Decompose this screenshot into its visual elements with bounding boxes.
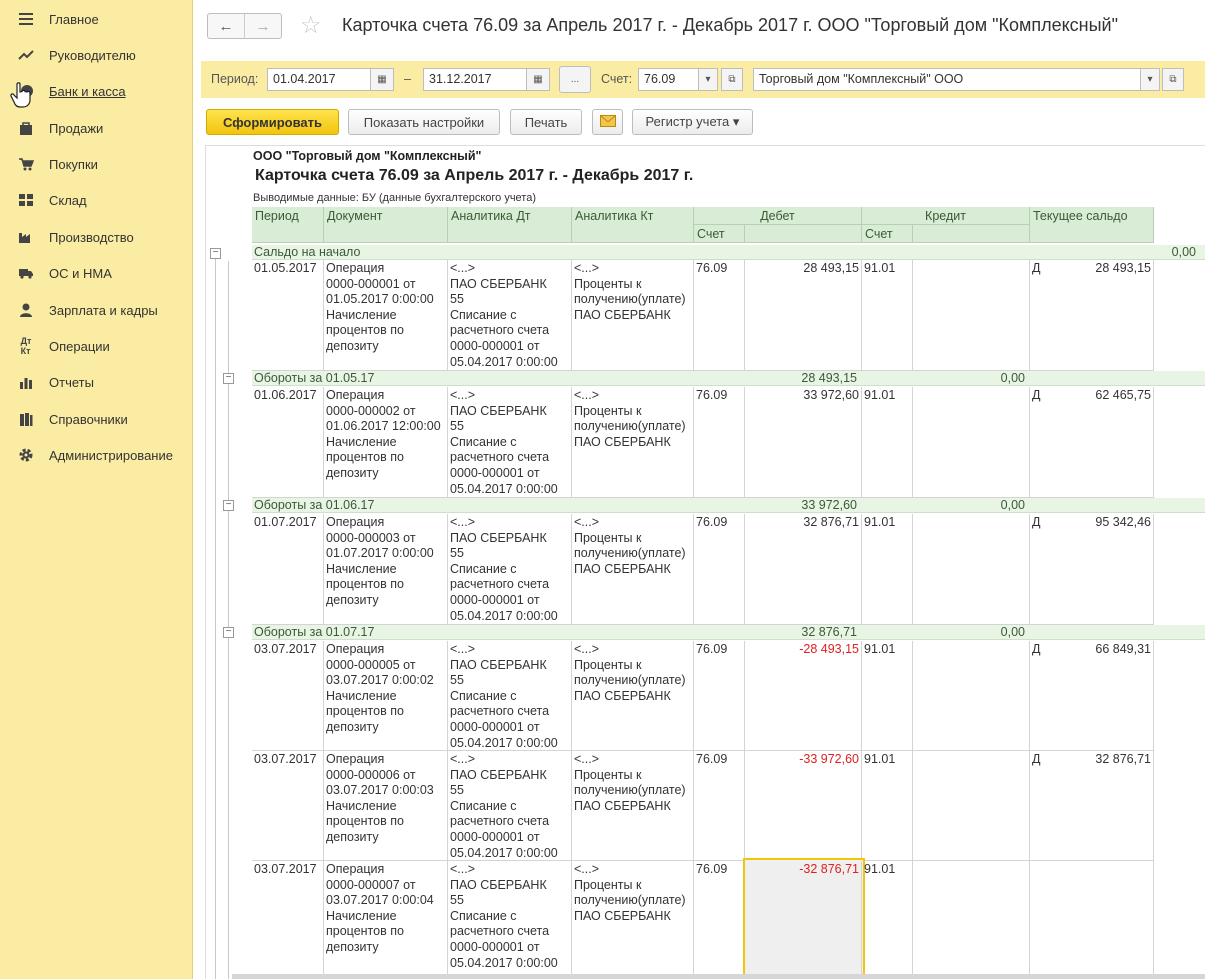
send-email-button[interactable] (592, 109, 623, 135)
cell-acc-kt[interactable]: 91.01 (862, 641, 913, 751)
warehouse-icon (17, 191, 35, 209)
header-balance: Текущее сальдо (1030, 207, 1154, 243)
cell-dk[interactable] (1030, 861, 1060, 979)
cell-acc-dt[interactable]: 76.09 (694, 861, 745, 979)
cell-acc-kt[interactable]: 91.01 (862, 861, 913, 979)
sidebar-item-label: Покупки (49, 156, 98, 172)
person-icon (17, 301, 35, 319)
header-analytics-dt: Аналитика Дт (448, 207, 572, 243)
cell-acc-kt[interactable]: 91.01 (862, 387, 913, 498)
header-credit: Кредит (862, 207, 1030, 225)
cell-debit[interactable]: 33 972,60 (745, 387, 862, 498)
sidebar-item-purchases[interactable] (0, 149, 193, 179)
generate-button[interactable]: Сформировать (206, 109, 339, 135)
sidebar-item-production[interactable] (0, 222, 193, 252)
collapse-toggle[interactable]: − (210, 248, 221, 259)
cell-an-dt[interactable]: <...> ПАО СБЕРБАНК 55 Списание с расчетного счета 0000-000001 от 05.04.2017 0:00:00 (448, 514, 572, 625)
favorite-star-icon[interactable]: ☆ (300, 12, 322, 39)
sidebar-item-label: Отчеты (49, 374, 94, 390)
report-org: ООО "Торговый дом "Комплексный" (253, 149, 482, 163)
organization-field[interactable]: Торговый дом "Комплексный" ООО (753, 68, 1141, 91)
turnover-debit: 28 493,15 (801, 371, 857, 385)
header-debit-account: Счет (694, 225, 745, 243)
header-debit-amount (745, 225, 862, 243)
sidebar-item-label: Банк и касса (49, 83, 126, 99)
cart-icon (17, 155, 35, 173)
calendar-icon: ▦ (533, 74, 543, 85)
sidebar-item-warehouse[interactable] (0, 185, 193, 215)
cell-acc-kt[interactable]: 91.01 (862, 514, 913, 625)
cell-doc[interactable]: Операция 0000-000003 от 01.07.2017 0:00:00 Начисление процентов по депозиту (324, 514, 448, 625)
cell-acc-dt[interactable]: 76.09 (694, 641, 745, 751)
cell-an-dt[interactable]: <...> ПАО СБЕРБАНК 55 Списание с расчетного счета 0000-000001 от 05.04.2017 0:00:00 (448, 260, 572, 371)
sidebar-item-main[interactable] (0, 4, 193, 34)
gear-icon (17, 446, 35, 464)
report-subtitle: Выводимые данные: БУ (данные бухгалтерского учета) (253, 192, 536, 204)
cell-an-kt[interactable]: <...> Проценты к получению(уплате) ПАО СБЕРБАНК (572, 387, 694, 498)
report-title: Карточка счета 76.09 за Апрель 2017 г. - Декабрь 2017 г. (255, 167, 694, 184)
cell-an-kt[interactable]: <...> Проценты к получению(уплате) ПАО СБЕРБАНК (572, 751, 694, 861)
collapse-toggle[interactable]: − (223, 373, 234, 384)
cell-doc[interactable]: Операция 0000-000007 от 03.07.2017 0:00:04 Начисление процентов по депозиту (324, 861, 448, 979)
back-button[interactable]: ← (218, 17, 234, 35)
sidebar (0, 0, 193, 979)
sidebar-item-label: Администрирование (49, 447, 173, 463)
sidebar-item-operations[interactable] (0, 331, 193, 361)
truck-icon (17, 264, 35, 282)
account-label: Счет: (601, 72, 633, 86)
cell-credit-amt[interactable] (913, 751, 1030, 861)
cell-credit-amt[interactable] (913, 260, 1030, 371)
calendar-from-button[interactable] (370, 68, 394, 91)
cell-acc-kt[interactable]: 91.01 (862, 751, 913, 861)
cell-date[interactable]: 01.06.2017 (252, 387, 324, 498)
cell-dk[interactable]: Д (1030, 514, 1060, 625)
print-button[interactable]: Печать (510, 109, 582, 135)
sidebar-item-label: Справочники (49, 411, 128, 427)
bar-chart-icon (17, 373, 35, 391)
sidebar-item-salary[interactable] (0, 295, 193, 325)
turnover-row (252, 498, 1205, 513)
account-open-button[interactable] (721, 68, 743, 91)
cell-doc[interactable]: Операция 0000-000002 от 01.06.2017 12:00:00 Начисление процентов по депозиту (324, 387, 448, 498)
cell-date[interactable]: 01.05.2017 (252, 260, 324, 371)
envelope-icon (600, 115, 616, 130)
sidebar-item-directories[interactable] (0, 404, 193, 434)
sidebar-item-label: Руководителю (49, 47, 136, 63)
date-to-field[interactable]: 31.12.2017 (423, 68, 527, 91)
sidebar-item-label: Зарплата и кадры (49, 302, 158, 318)
turnover-label: Обороты за 01.07.17 (254, 625, 375, 639)
show-settings-button[interactable]: Показать настройки (348, 109, 500, 135)
sidebar-item-admin[interactable] (0, 440, 193, 470)
header-credit-account: Счет (862, 225, 913, 243)
organization-dropdown-button[interactable] (1140, 68, 1160, 91)
cell-debit[interactable]: -28 493,15 (745, 641, 862, 751)
history-nav (207, 13, 282, 39)
period-label: Период: (211, 72, 259, 86)
turnover-credit: 0,00 (1000, 498, 1025, 512)
sidebar-item-label: Операции (49, 338, 110, 354)
cell-acc-dt[interactable]: 76.09 (694, 387, 745, 498)
cell-debit[interactable]: 32 876,71 (745, 514, 862, 625)
organization-open-button[interactable] (1162, 68, 1184, 91)
register-button[interactable]: Регистр учета ▾ (632, 109, 753, 135)
opening-balance-value: 0,00 (1171, 245, 1196, 259)
cell-date[interactable]: 03.07.2017 (252, 861, 324, 979)
turnover-credit: 0,00 (1000, 371, 1025, 385)
cell-balance[interactable]: 32 876,71 (1060, 751, 1154, 861)
turnover-label: Обороты за 01.05.17 (254, 371, 375, 385)
collapse-toggle[interactable]: − (223, 500, 234, 511)
cell-date[interactable]: 01.07.2017 (252, 514, 324, 625)
sidebar-item-label: Главное (49, 11, 99, 27)
turnover-row (252, 371, 1205, 386)
cell-debit[interactable]: -32 876,71 (745, 861, 862, 979)
sidebar-item-manager[interactable] (0, 40, 193, 70)
date-from-field[interactable]: 01.04.2017 (267, 68, 371, 91)
header-analytics-kt: Аналитика Кт (572, 207, 694, 243)
dt-kt-icon: Дт Кт (20, 336, 32, 356)
cell-dk[interactable]: Д (1030, 260, 1060, 371)
cell-doc[interactable]: Операция 0000-000005 от 03.07.2017 0:00:02 Начисление процентов по депозиту (324, 641, 448, 751)
header-document: Документ (324, 207, 448, 243)
opening-balance-row (252, 245, 1205, 260)
sidebar-item-sales[interactable] (0, 113, 193, 143)
open-icon: ⧉ (1169, 74, 1177, 85)
cell-date[interactable]: 03.07.2017 (252, 751, 324, 861)
turnover-label: Обороты за 01.06.17 (254, 498, 375, 512)
account-dropdown-button[interactable] (698, 68, 718, 91)
turnover-credit: 0,00 (1000, 625, 1025, 639)
cell-an-kt[interactable]: <...> Проценты к получению(уплате) ПАО СБЕРБАНК (572, 641, 694, 751)
sidebar-item-label: Продажи (49, 120, 104, 136)
factory-icon (17, 228, 35, 246)
parameter-bar (201, 61, 1205, 98)
turnover-row (252, 625, 1205, 640)
opening-balance-label: Сальдо на начало (254, 245, 361, 259)
cell-dk[interactable]: Д (1030, 641, 1060, 751)
turnover-debit: 32 876,71 (801, 625, 857, 639)
tree-line (228, 261, 229, 979)
cell-credit-amt[interactable] (913, 641, 1030, 751)
cell-an-dt[interactable]: <...> ПАО СБЕРБАНК 55 Списание с расчетного счета 0000-000001 от 05.04.2017 0:00:00 (448, 861, 572, 979)
menu-icon (17, 10, 35, 28)
cell-acc-dt[interactable]: 76.09 (694, 260, 745, 371)
chevron-down-icon: ▾ (705, 74, 711, 85)
cell-acc-dt[interactable]: 76.09 (694, 751, 745, 861)
horizontal-scrollbar[interactable] (232, 974, 1205, 979)
cell-balance[interactable]: 95 342,46 (1060, 514, 1154, 625)
cell-an-dt[interactable]: <...> ПАО СБЕРБАНК 55 Списание с расчетного счета 0000-000001 от 05.04.2017 0:00:00 (448, 641, 572, 751)
cell-credit-amt[interactable] (913, 514, 1030, 625)
cell-acc-dt[interactable]: 76.09 (694, 514, 745, 625)
cell-an-kt[interactable]: <...> Проценты к получению(уплате) ПАО СБЕРБАНК (572, 514, 694, 625)
cell-doc[interactable]: Операция 0000-000001 от 01.05.2017 0:00:00 Начисление процентов по депозиту (324, 260, 448, 371)
cell-an-dt[interactable]: <...> ПАО СБЕРБАНК 55 Списание с расчетного счета 0000-000001 от 05.04.2017 0:00:00 (448, 751, 572, 861)
cell-balance[interactable] (1060, 861, 1154, 979)
bag-icon (17, 119, 35, 137)
sidebar-item-reports[interactable] (0, 367, 193, 397)
cell-an-kt[interactable]: <...> Проценты к получению(уплате) ПАО СБЕРБАНК (572, 260, 694, 371)
cell-date[interactable]: 03.07.2017 (252, 641, 324, 751)
page-title: Карточка счета 76.09 за Апрель 2017 г. - Декабрь 2017 г. ООО "Торговый дом "Комплексный" (342, 15, 1118, 35)
cell-debit[interactable]: 28 493,15 (745, 260, 862, 371)
report-sheet (205, 145, 1205, 979)
account-field[interactable]: 76.09 (638, 68, 699, 91)
period-dash: – (404, 72, 411, 86)
period-select-button[interactable]: ... (559, 66, 591, 93)
tree-line (215, 259, 216, 979)
header-credit-amount (913, 225, 1030, 243)
cell-an-dt[interactable]: <...> ПАО СБЕРБАНК 55 Списание с расчетного счета 0000-000001 от 05.04.2017 0:00:00 (448, 387, 572, 498)
trend-icon (17, 46, 35, 64)
cell-balance[interactable]: 66 849,31 (1060, 641, 1154, 751)
forward-button[interactable]: → (244, 14, 281, 38)
books-icon (17, 410, 35, 428)
sidebar-item-assets[interactable] (0, 258, 193, 288)
calendar-to-button[interactable] (526, 68, 550, 91)
cell-credit-amt[interactable] (913, 387, 1030, 498)
hand-cursor-icon (10, 82, 32, 108)
open-icon: ⧉ (728, 74, 736, 85)
cell-dk[interactable]: Д (1030, 751, 1060, 861)
cell-acc-kt[interactable]: 91.01 (862, 260, 913, 371)
cell-balance[interactable]: 28 493,15 (1060, 260, 1154, 371)
cell-credit-amt[interactable] (913, 861, 1030, 979)
chevron-down-icon: ▾ (1147, 74, 1153, 85)
header-debit: Дебет (694, 207, 862, 225)
sidebar-item-label: Производство (49, 229, 134, 245)
cell-balance[interactable]: 62 465,75 (1060, 387, 1154, 498)
header-period: Период (252, 207, 324, 243)
cell-an-kt[interactable]: <...> Проценты к получению(уплате) ПАО СБЕРБАНК (572, 861, 694, 979)
cell-debit[interactable]: -33 972,60 (745, 751, 862, 861)
turnover-debit: 33 972,60 (801, 498, 857, 512)
sidebar-item-label: Склад (49, 192, 87, 208)
cell-doc[interactable]: Операция 0000-000006 от 03.07.2017 0:00:03 Начисление процентов по депозиту (324, 751, 448, 861)
calendar-icon: ▦ (377, 74, 387, 85)
cell-dk[interactable]: Д (1030, 387, 1060, 498)
sidebar-item-label: ОС и НМА (49, 265, 112, 281)
collapse-toggle[interactable]: − (223, 627, 234, 638)
